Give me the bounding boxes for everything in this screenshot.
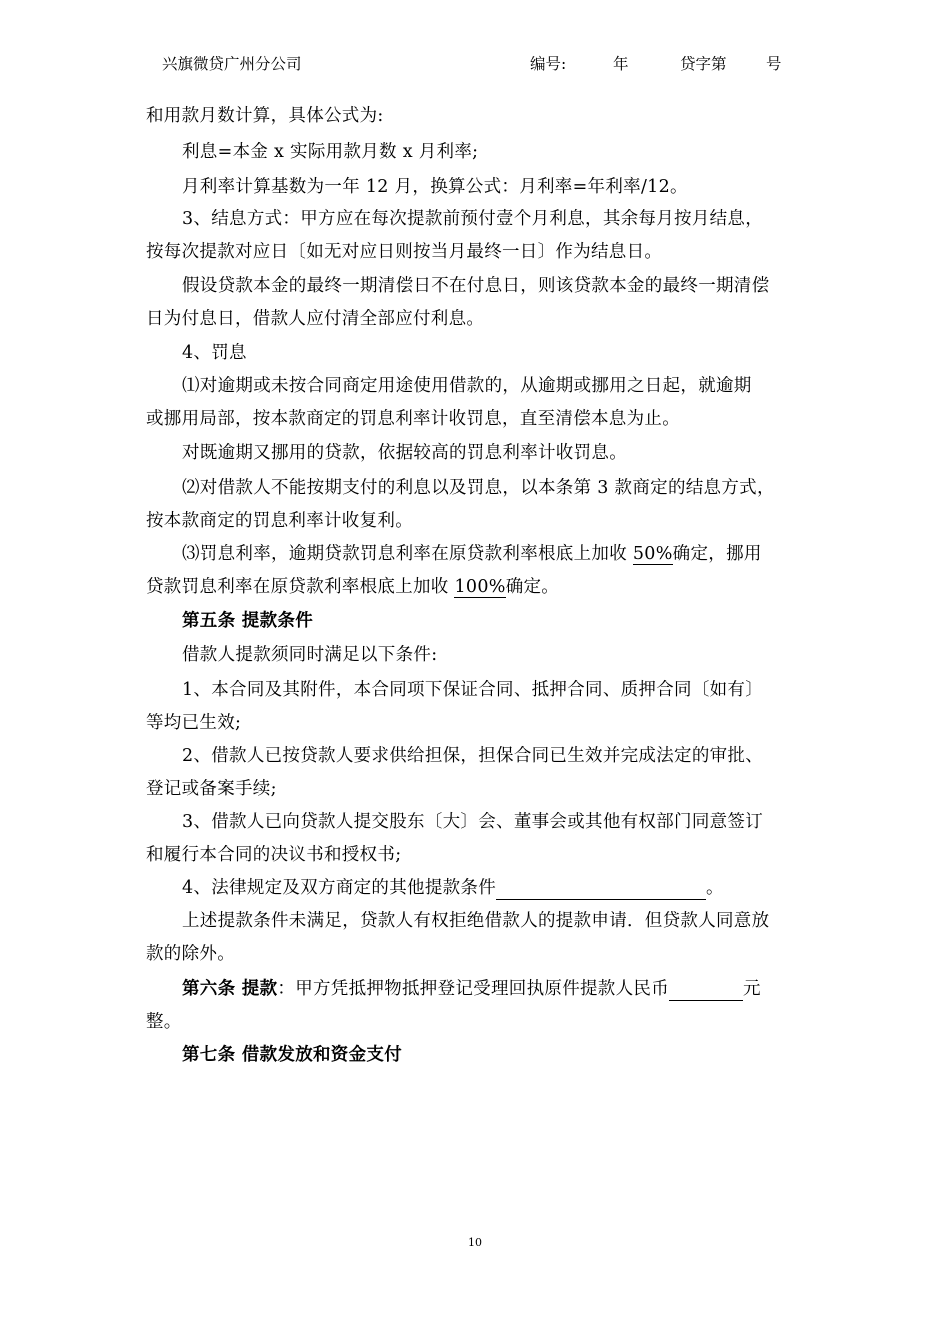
text-line (182, 876, 724, 900)
text-line: 假设贷款本金的最终一期清偿日不在付息日，则该贷款本金的最终一期清偿 (182, 276, 770, 296)
text-segment: 。 (706, 878, 724, 898)
text-line (182, 542, 762, 566)
text-line: 款的除外。 (146, 944, 235, 964)
text-line: 整。 (146, 1012, 182, 1032)
text-line: 对既逾期又挪用的贷款，依据较高的罚息利率计收罚息。 (182, 443, 627, 463)
text-line: 日为付息日，借款人应付清全部应付利息。 (146, 309, 485, 329)
text-line: 和履行本合同的决议书和授权书; (146, 845, 402, 865)
section-heading: 第七条 借款发放和资金支付 (182, 1045, 402, 1065)
text-line (182, 977, 761, 1001)
number-label: 编号: (530, 55, 567, 73)
text-line: 登记或备案手续; (146, 779, 277, 799)
text-line: 4、罚息 (182, 343, 247, 363)
overdue-rate-value: 50% (632, 544, 673, 564)
text-line: ⑴对逾期或未按合同商定用途使用借款的，从逾期或挪用之日起，就逾期 (182, 376, 752, 396)
section-heading: 第六条 提款 (182, 979, 278, 999)
text-segment: 确定。 (505, 577, 560, 597)
no-label: 号 (766, 55, 782, 73)
text-line: 借款人提款须同时满足以下条件: (182, 645, 438, 665)
text-segment: ⑶罚息利率，逾期贷款罚息利率在原贷款利率根底上加收 (182, 544, 633, 564)
blank-field (496, 879, 706, 900)
text-segment: 4、法律规定及双方商定的其他提款条件 (182, 878, 497, 898)
text-line: 等均已生效; (146, 713, 242, 733)
text-line: 按每次提款对应日〔如无对应日则按当月最终一日〕作为结息日。 (146, 242, 663, 262)
text-segment: 贷款罚息利率在原贷款利率根底上加收 (146, 577, 455, 597)
misuse-rate-value: 100% (454, 577, 506, 597)
page-header (0, 52, 950, 78)
year-label: 年 (613, 55, 629, 73)
section-heading: 第五条 提款条件 (182, 611, 313, 631)
text-segment: 确定，挪用 (672, 544, 762, 564)
text-line: 3、结息方式：甲方应在每次提款前预付壹个月利息，其余每月按月结息， (182, 209, 764, 229)
text-line: 3、借款人已向贷款人提交股东〔大〕会、董事会或其他有权部门同意签订 (182, 812, 764, 832)
text-line: 和用款月数计算，具体公式为: (146, 106, 384, 126)
text-line (146, 575, 559, 599)
text-segment: ：甲方凭抵押物抵押登记受理回执原件提款人民币 (277, 979, 670, 999)
text-line: 利息=本金 x 实际用款月数 x 月利率; (182, 142, 479, 162)
amount-blank-field (669, 980, 743, 1001)
text-line: 月利率计算基数为一年 12 月，换算公式：月利率=年利率/12。 (182, 177, 688, 197)
text-line: 或挪用局部，按本款商定的罚息利率计收罚息，直至清偿本息为止。 (146, 409, 680, 429)
page-number: 10 (468, 1236, 482, 1249)
company-name: 兴旗微贷广州分公司 (162, 55, 302, 73)
text-line: 1、本合同及其附件，本合同项下保证合同、抵押合同、质押合同〔如有〕 (182, 680, 764, 700)
text-line: 2、借款人已按贷款人要求供给担保，担保合同已生效并完成法定的审批、 (182, 746, 764, 766)
text-segment: 元 (743, 979, 761, 999)
loan-label: 贷字第 (680, 55, 727, 73)
text-line: ⑵对借款人不能按期支付的利息以及罚息，以本条第 3 款商定的结息方式， (182, 478, 775, 498)
text-line: 按本款商定的罚息利率计收复利。 (146, 511, 413, 531)
text-line: 上述提款条件未满足，贷款人有权拒绝借款人的提款申请．但贷款人同意放 (182, 911, 770, 931)
